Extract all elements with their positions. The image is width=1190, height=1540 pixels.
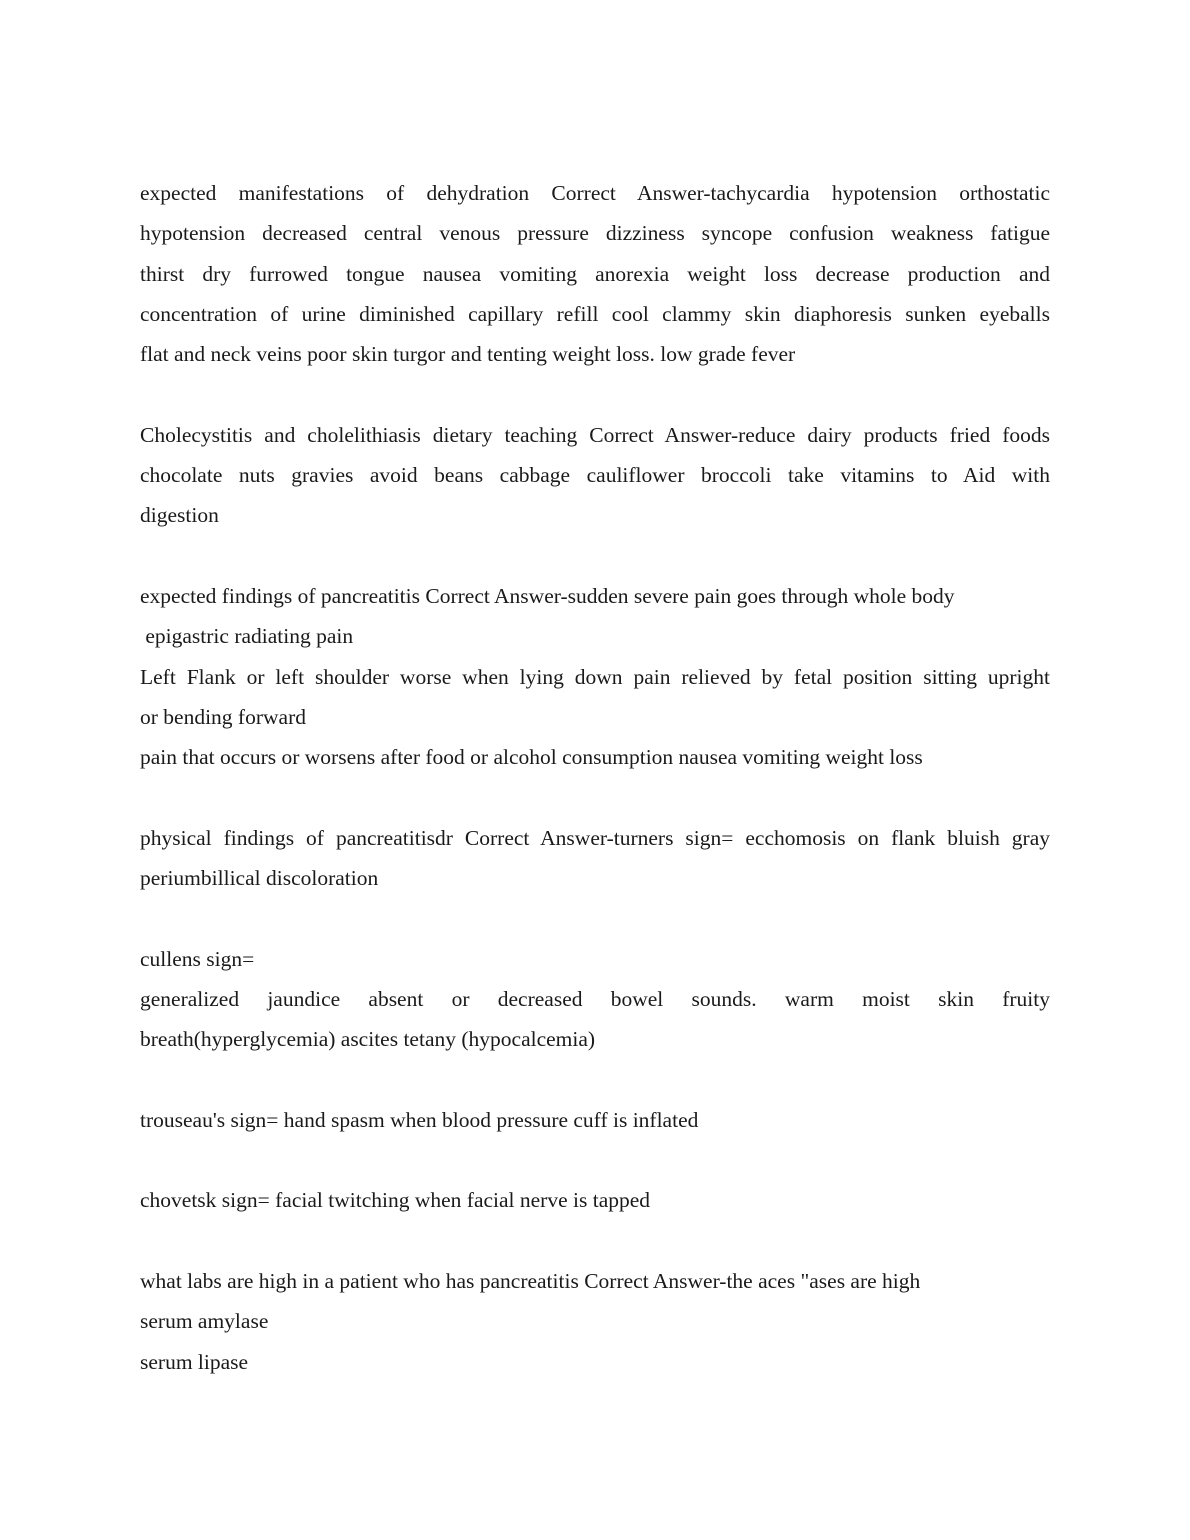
text-line: chovetsk sign= facial twitching when facial nerve is tapped [140, 1188, 651, 1213]
text-line: physical findings of pancreatitisdr Correct Answer-turners sign= ecchomosis on flank bluish gray [140, 825, 1050, 850]
text-line: thirst dry furrowed tongue nausea vomiting anorexia weight loss decrease production and [140, 261, 1050, 286]
text-line: or bending forward [140, 704, 306, 729]
paragraph-trousseau [140, 1100, 1050, 1140]
paragraph-physical-findings [140, 818, 1050, 899]
text-line: concentration of urine diminished capillary refill cool clammy skin diaphoresis sunken eyeballs [140, 301, 1050, 326]
text-line: expected findings of pancreatitis Correct Answer-sudden severe pain goes through whole body [140, 583, 955, 608]
text-line: periumbillical discoloration [140, 866, 379, 891]
text-line: cullens sign= [140, 946, 255, 971]
paragraph-chvostek [140, 1180, 1050, 1220]
paragraph-cullens [140, 939, 1050, 1060]
paragraph-labs [140, 1261, 1050, 1382]
text-line: expected manifestations of dehydration Correct Answer-tachycardia hypotension orthostatic [140, 181, 1050, 205]
text-line: epigastric radiating pain [140, 624, 354, 649]
text-line: chocolate nuts gravies avoid beans cabbage cauliflower broccoli take vitamins to Aid with [140, 463, 1050, 488]
text-line: Left Flank or left shoulder worse when lying down pain relieved by fetal position sitting upright [140, 664, 1050, 689]
paragraph-pancreatitis-findings [140, 576, 1050, 777]
text-line: digestion [140, 503, 219, 528]
text-line: trouseau's sign= hand spasm when blood pressure cuff is inflated [140, 1107, 699, 1132]
text-line: serum lipase [140, 1349, 249, 1374]
text-line: generalized jaundice absent or decreased bowel sounds. warm moist skin fruity [140, 986, 1050, 1011]
text-line: serum amylase [140, 1309, 269, 1334]
text-line: breath(hyperglycemia) ascites tetany (hypocalcemia) [140, 1027, 596, 1052]
document-body [140, 173, 1050, 1422]
text-line: hypotension decreased central venous pressure dizziness syncope confusion weakness fatigue [140, 221, 1050, 246]
paragraph-dehydration [140, 173, 1050, 374]
text-line: pain that occurs or worsens after food or alcohol consumption nausea vomiting weight loss [140, 745, 923, 770]
text-line: flat and neck veins poor skin turgor and tenting weight loss. low grade fever [140, 342, 796, 367]
text-line: Cholecystitis and cholelithiasis dietary teaching Correct Answer-reduce dairy products fried foods [140, 422, 1050, 447]
paragraph-cholecystitis [140, 415, 1050, 536]
text-line: what labs are high in a patient who has pancreatitis Correct Answer-the aces "ases are high [140, 1269, 921, 1294]
